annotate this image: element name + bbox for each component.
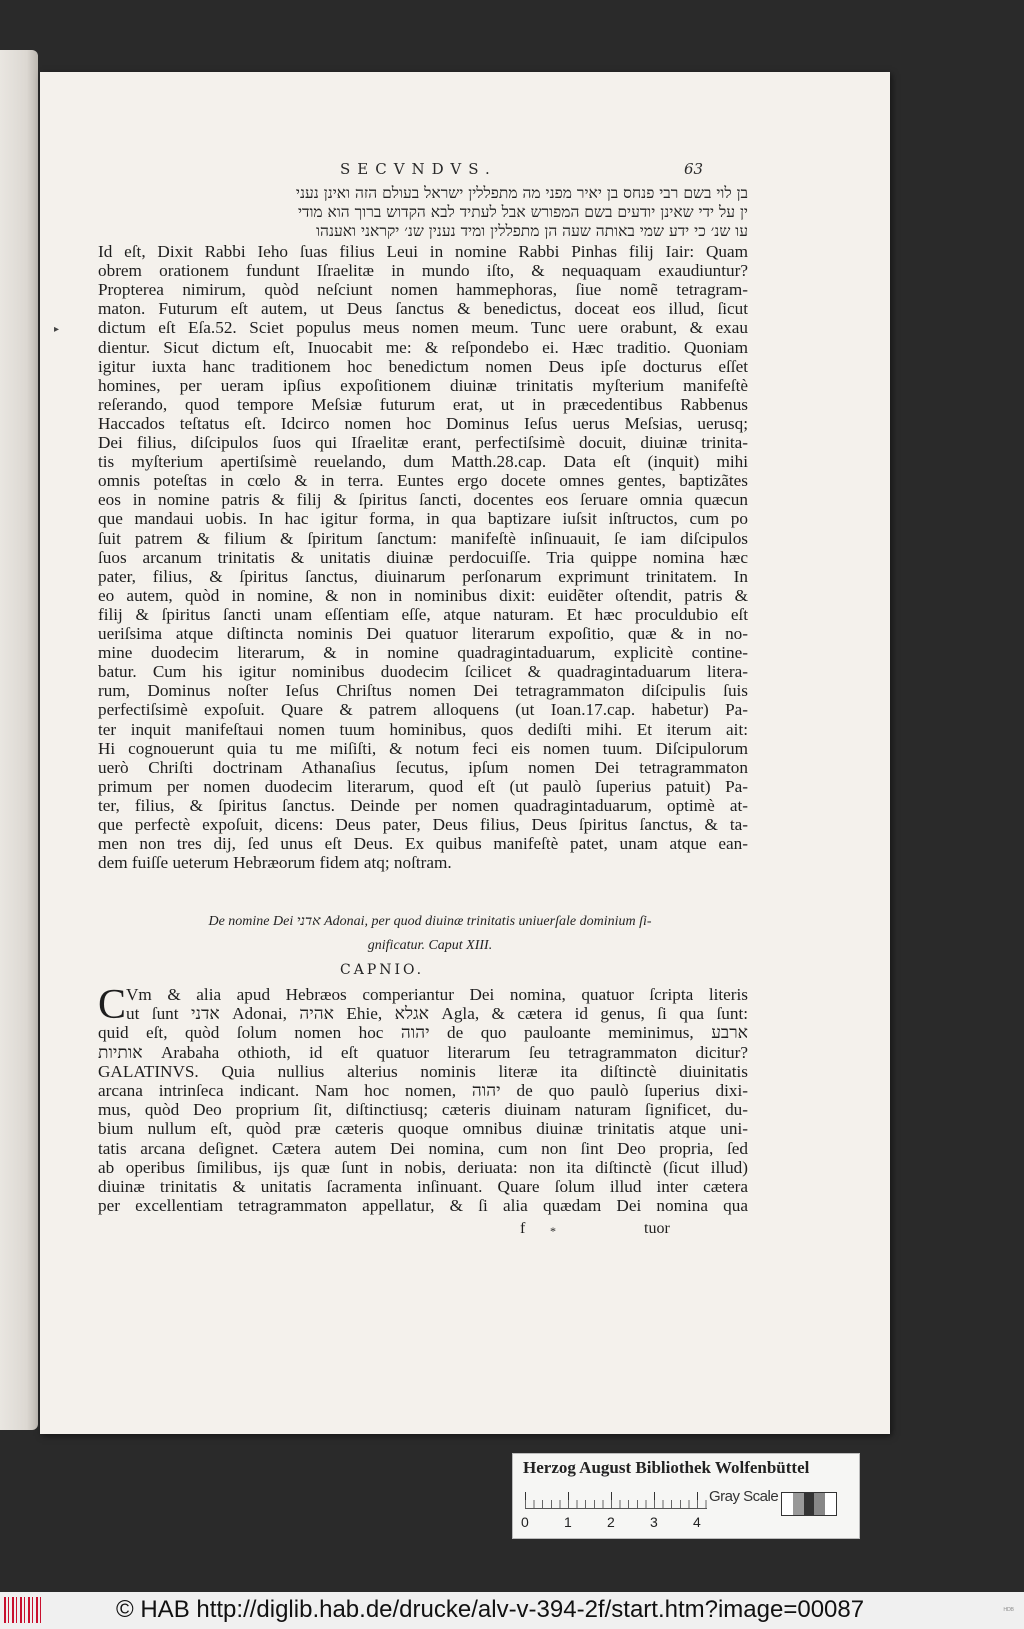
ruler-number: 3 — [650, 1514, 658, 1530]
gray-scale-label: Gray Scale — [709, 1488, 779, 1505]
text-line: perfectiſsimè expoſuit. Quare & patrem alloquens (ut Ioan.17.cap. habetur) Pa- — [98, 700, 748, 720]
text-line: אותיות Arabaha othioth, id eſt quatuor literarum ſeu tetragrammaton dicitur? — [98, 1042, 748, 1062]
text-line: diuinæ trinitatis & unitatis ſacramenta inſinuant. Quare ſolum illud inter cætera — [98, 1177, 748, 1196]
text-line: tatis arcana deſignet. Cætera autem Dei nomina, cum non ſint Deo propria, ſed — [98, 1138, 748, 1158]
text-line: omnis poteſtas in cœlo & in terra. Euntes ergo docete omnes gentes, baptizãtes — [98, 471, 748, 491]
text-line: mus, quòd Deo proprium ſit, diſtinctiusq; cæteris diuinam naturam ſignificet, du- — [98, 1100, 748, 1120]
text-line: igitur iuxta hanc traditionem hoc benedictum nomen Deus ipſe docturus eſſet — [98, 356, 748, 376]
hebrew-line-3: עו שנ׳ כי ידע שמי באותה שעה הן מתפללין ומיד נענין שנ׳ יקראני ואענהו — [316, 222, 748, 240]
text-line: Vm & alia apud Hebræos comperiantur Dei nomina, quatuor ſcripta literis — [126, 985, 748, 1004]
text-line: filij & ſpiritus ſancti unam eſſentiam eſſe, atque naturam. Et hæc proculdubio eſt — [98, 604, 748, 624]
chapter-heading-line-1: De nomine Dei אדני Adonai, per quod diuinæ trinitatis uniuerſale dominium ſi- — [208, 914, 652, 929]
text-line: obrem orationem fundunt Iſraelitæ in mundo iſto, & nequaquam exaudiuntur? — [98, 261, 748, 281]
ruler-number: 2 — [607, 1514, 615, 1530]
text-line: maton. Futurum eſt autem, ut Deus ſanctus & benedictus, doceat eos illud, ſicut — [98, 299, 748, 319]
ruler-number: 4 — [693, 1514, 701, 1530]
text-line: Hi cognouerunt quia tu me miſiſti, & notum feci eis nomen tuum. Diſcipulorum — [98, 738, 748, 758]
text-line: ab operibus ſimilibus, ijs quæ ſunt in nobis, deriuata: non ita diſtinctè (ſicut illud) — [98, 1157, 748, 1177]
text-line: uerò Chriſti doctrinam Athanaſius ſecutus, ipſum nomen Dei tetragrammaton — [98, 757, 748, 777]
text-line: primum per nomen duodecim literarum, quod eſt (ut paulò ſuperius patuit) Pa- — [98, 776, 748, 796]
text-line: bium nullum eſt, quòd præ cæteris quoque omnibus diuinæ trinitatis atque uni- — [98, 1119, 748, 1139]
text-line: tis myſterium apertiſsimè reuelando, dum Matth.28.cap. Data eſt (inquit) mihi — [98, 452, 748, 472]
text-line: mine duodecim literarum, & in nomine quadragintaduarum, explicitè contine- — [98, 643, 748, 663]
signature-star: * — [550, 1224, 556, 1238]
text-line: ſuos arcanum trinitatis & unitatis diuinæ perdocuiſſe. Tria quippe nomina hæc — [98, 547, 748, 567]
scale-ruler — [525, 1486, 707, 1509]
book-page — [40, 72, 890, 1434]
text-line: ueriſsima atque diſtincta nominis Dei quatuor literarum expoſitio, quæ & in no- — [98, 624, 748, 643]
text-line: Dei filius, diſcipulos ſuos qui Iſraelitæ erant, perfectiſsimè docuit, diuinæ trinita- — [98, 433, 748, 452]
text-line: Propterea nimirum, quòd neſciunt nomen hammephoras, ſiue nomẽ tetragram- — [98, 280, 748, 300]
text-line: pater, filius, & ſpiritus ſanctus, diuinarum perſonarum exprimunt trinitatem. In — [98, 566, 748, 586]
text-line: reſerando, quod tempore Meſsiæ futurum erat, ut in præcedentibus Rabbenus — [98, 394, 748, 414]
text-line: homines, per ueram ipſius expoſitionem diuinæ trinitatis myſterium manifeſtè — [98, 375, 748, 395]
text-line: batur. Cum his igitur nominibus duodecim ſcilicet & quadragintaduarum litera- — [98, 662, 748, 682]
text-line: GALATINVS. Quia nullius alterius nominis literæ ita diſtinctè diuinitatis — [98, 1061, 748, 1081]
catchword: tuor — [644, 1220, 670, 1237]
signature-mark: f — [520, 1220, 526, 1237]
footer-mini-mark: ᴴᴰᴮ — [1003, 1606, 1014, 1615]
text-line: rum, Dominus noſter Ieſus Chriſtus nomen Dei tetragrammaton diſcipulis ſuis — [98, 681, 748, 701]
text-line: que perfectè expoſuit, dicens: Deus pater, Deus filius, Deus ſpiritus ſanctus, & ta- — [98, 815, 748, 834]
text-line: que mandaui uobis. In hac igitur forma, in qua baptizare iuſsit inſtructos, cum po — [98, 509, 748, 529]
text-line: dem fuiſſe ueterum Hebræorum fidem atq; noſtram. — [98, 853, 452, 873]
ruler-number: 1 — [564, 1514, 572, 1530]
text-line: Id eſt, Dixit Rabbi Ieho ſuas filius Leui in nomine Rabbi Pinhas filij Iair: Quam — [98, 242, 748, 261]
text-line: arcana intrinſeca indicant. Nam hoc nomen, יהוה de quo paulò ſuperius dixi- — [98, 1081, 748, 1100]
speaker-name: CAPNIO. — [340, 962, 425, 978]
text-line: eos in nomine patris & filij & ſpiritus ſancti, docentes eos ſeruare omnia quæcun — [98, 490, 748, 510]
library-label — [512, 1453, 860, 1539]
running-head: SECVNDVS. — [340, 160, 497, 178]
margin-mark-icon: ▸ — [54, 324, 60, 335]
chapter-heading — [170, 910, 690, 958]
text-line: dientur. Sicut dictum eſt, Inuocabit me: & reſpondebo ei. Hæc traditio. Quoniam — [98, 337, 748, 357]
folio-number: 63 — [684, 160, 704, 178]
hab-logo-icon — [4, 1597, 44, 1623]
ruler-number: 0 — [521, 1514, 529, 1530]
text-line: men non tres dij, ſed unus eſt Deus. Ex quibus manifeſtè patet, unam atque ean- — [98, 834, 748, 854]
hebrew-line-2: ין על ידי שאינן יודעים בשם המפורש אבל לעתיד לבא הקדוש ברוך הוא מודי — [297, 203, 748, 221]
footer-bar — [0, 1592, 1024, 1629]
text-line: dictum eſt Eſa.52. Sciet populus meus nomen meum. Tunc uere orabunt, & exau — [98, 318, 748, 338]
text-line: ut ſunt אדני Adonai, אהיה Ehie, אגלא Agla, & cætera id genus, ſi qua ſunt: — [126, 1004, 748, 1024]
footer-copyright-link[interactable]: © HAB http://diglib.hab.de/drucke/alv-v-394-2f/start.htm?image=00087 — [116, 1596, 865, 1623]
text-line: ter, filius, & ſpiritus ſanctus. Deinde per nomen quadragintaduarum, optimè at- — [98, 795, 748, 815]
library-title: Herzog August Bibliothek Wolfenbüttel — [523, 1458, 810, 1477]
text-line: Haccados teſtatus eſt. Idcirco nomen hoc Dominus Ieſus uerus Meſsias, uerusq; — [98, 413, 748, 433]
hebrew-line-1: בן לוי בשם רבי פנחס בן יאיר מפני מה מתפללין ישראל בעולם הזה ואינן נעני — [295, 184, 748, 202]
text-line: quid eſt, quòd ſolum nomen hoc יהוה de quo pauloante meminimus, ארבע — [98, 1023, 748, 1043]
text-line: ter inquit manifeſtaui nomen tuum hominibus, quos dediſti mihi. Et iterum ait: — [98, 719, 748, 739]
chapter-heading-line-2: gnificatur. Caput XIII. — [367, 938, 493, 953]
left-page-edge — [0, 50, 38, 1430]
gray-scale-swatch — [781, 1492, 837, 1516]
text-line: eo autem, quòd in nomine, & non in nominibus dixit: euidẽter oſtendit, patris & — [98, 585, 748, 605]
text-line: ſuit patrem & filium & ſpiritum ſanctum: manifeſtè inſinuauit, ſe iam diſcipulos — [98, 528, 748, 548]
drop-capital: C — [98, 982, 127, 1028]
text-line: per excellentiam tetragrammaton appellatur, & ſi alia quædam Dei nomina qua — [98, 1196, 748, 1216]
